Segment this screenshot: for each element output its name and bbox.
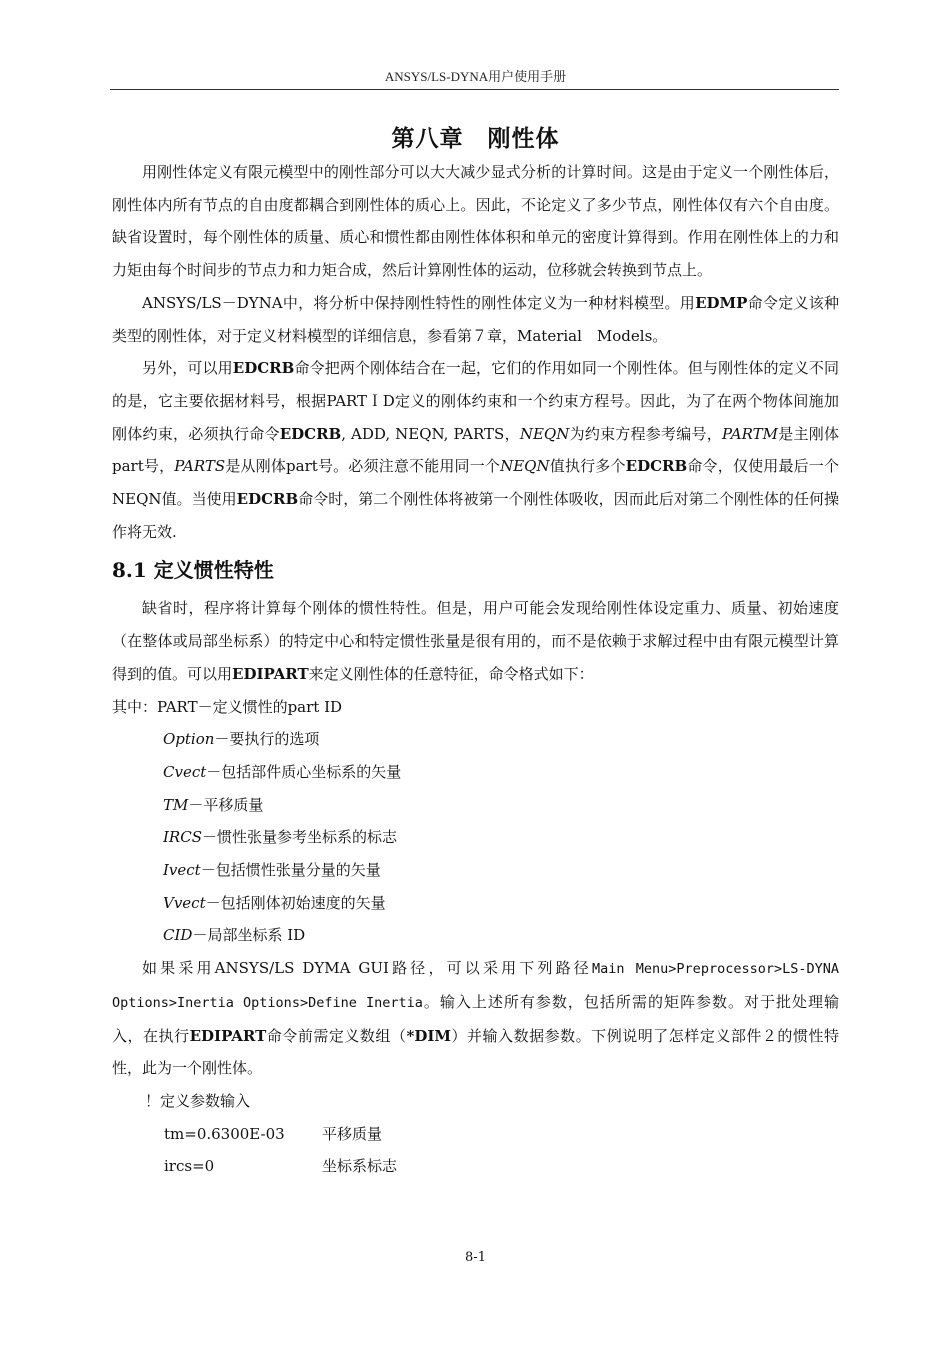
paragraph-inertia-default: 缺省时，程序将计算每个刚体的惯性特性。但是，用户可能会发现给刚性体设定重力、质量、初始速度（在整体或局部坐标系）的特定中心和特定惯性张量是很有用的，而不是依赖于求解过程中由有限元模型计算得到的值。可以用EDIPART来定义刚性体的任意特征，命令格式如下： — [112, 599, 839, 683]
body-text — [112, 156, 839, 1183]
paragraph-material-model: ANSYS/LS－DYNA中，将分析中保持刚性特性的刚性体定义为一种材料模型。用EDMP命令定义该种类型的刚性体，对于定义材料模型的详细信息，参看第７章，Material Models。 — [112, 293, 839, 345]
section-title: 8.1 定义惯性特性 — [112, 558, 274, 583]
header-rule — [110, 89, 839, 90]
gui-path: Main Menu>Preprocessor>LS-DYNA Options>Inertia Options>Define Inertia — [112, 961, 839, 1011]
parameter-item: Ivect－包括惯性张量分量的矢量 — [163, 861, 381, 880]
parameter-item: TM－平移质量 — [163, 795, 264, 814]
parameter-item: CID－局部坐标系 ID — [163, 926, 306, 945]
parameter-item: Option－要执行的选项 — [163, 730, 320, 749]
parameter-item: Vvect－包括刚体初始速度的矢量 — [163, 893, 386, 912]
example-line: ircs=0 坐标系标志 — [164, 1157, 398, 1176]
example-line: tm=0.6300E-03 平移质量 — [164, 1124, 383, 1143]
paragraph-intro: 用刚性体定义有限元模型中的刚性部分可以大大减少显式分析的计算时间。这是由于定义一个刚性体后，刚性体内所有节点的自由度都耦合到刚性体的质心上。因此，不论定义了多少节点，刚性体仅有六个自由度。缺省设置时，每个刚性体的质量、质心和惯性都由刚性体体积和单元的密度计算得到。作用在刚性体上的力和力矩由每个时间步的节点力和力矩合成，然后计算刚性体的运动，位移就会转换到节点上。 — [112, 163, 839, 280]
parameter-intro: 其中：PART－定义惯性的part ID — [112, 697, 343, 716]
chapter-title: 第八章 刚性体 — [391, 125, 560, 152]
example-comment: ！定义参数输入 — [145, 1091, 251, 1110]
page-header: ANSYS/LS-DYNA用户使用手册 — [384, 69, 567, 84]
parameter-list — [112, 723, 839, 952]
parameter-item: IRCS－惯性张量参考坐标系的标志 — [163, 828, 397, 847]
parameter-item: Cvect－包括部件质心坐标系的矢量 — [163, 762, 402, 781]
paragraph-edcrb: 另外，可以用EDCRB命令把两个刚体结合在一起，它们的作用如同一个刚性体。但与刚性体的定义不同的是，它主要依据材料号，根据PARTＩD定义的刚体约束和一个约束方程号。因此，为了在两个物体间施加刚体约束，必须执行命令EDCRB, ADD, NEQN, PARTS，NEQN为约束方程参考编号，PARTM是主刚体part号，PARTS是从刚体part号。必须注意不能用同一个NEQN值执行多个EDCRB命令，仅使用最后一个NEQN值。当使用EDCRB命令时，第二个刚性体将被第一个刚性体吸收，因而此后对第二个刚性体的任何操作将无效. — [112, 359, 839, 541]
paragraph-gui-path: 如果采用ANSYS/LS DYMA GUI路径，可以采用下列路径Main Menu>Preprocessor>LS-DYNA Options>Inertia Options>Define Inertia。输入上述所有参数，包括所需的矩阵参数。对于批处理输入，在执行EDIPART命令前需定义数组（*DIM）并输入数据参数。下例说明了怎样定义部件２的惯性特性，此为一个刚性体。 — [112, 959, 839, 1078]
page-number: 8-1 — [465, 1250, 486, 1265]
example-block — [145, 1085, 839, 1183]
